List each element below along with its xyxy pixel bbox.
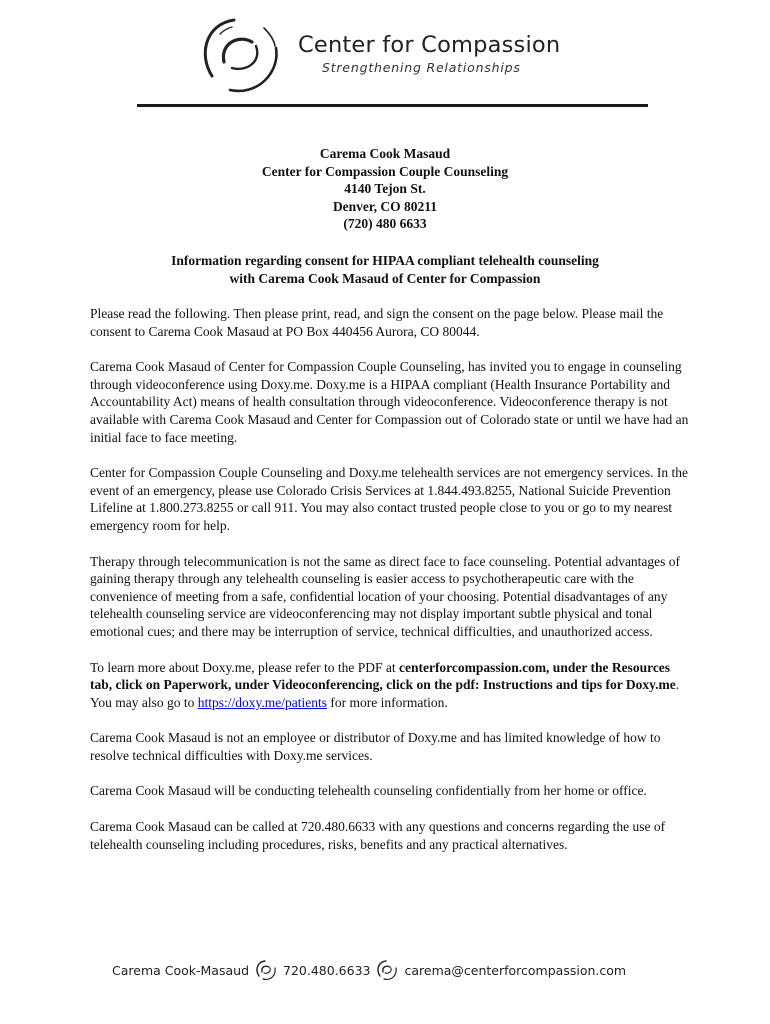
brand-name: Center for Compassion [298, 32, 561, 58]
doxy-patients-link[interactable]: https://doxy.me/patients [197, 694, 328, 710]
learn-more-text: To learn more about Doxy.me, please refer to the PDF at [90, 659, 399, 675]
city-state-zip: Denver, CO 80211 [332, 198, 438, 214]
paragraph-advantages: Therapy through telecommunication is not the same as direct face to face counseling. Potential advantages of gaining therapy through any telehealth counseling is easier access to psychotherapeutic care with the convenience of meeting from a safe, confidential location of your choosing. Potential disadvantages of any telehealth counseling service are videoconferencing may not display important subtle physical and tonal emotional cues; and there may be interruption of service, technical difficulties, and unauthorized access. [90, 553, 681, 639]
header-divider [137, 104, 648, 107]
address-block [0, 145, 770, 233]
circle-logo-icon [376, 959, 398, 981]
paragraph-not-employee: Carema Cook Masaud is not an employee or distributor of Doxy.me and has limited knowledge of how to resolve technical difficulties with Doxy.me services. [90, 730, 661, 763]
footer [112, 958, 672, 982]
organization-name: Center for Compassion Couple Counseling [261, 163, 509, 179]
footer-phone: 720.480.6633 [283, 962, 371, 978]
counselor-name: Carema Cook Masaud [319, 146, 451, 161]
learn-more-mid: . You may also go to [90, 677, 680, 710]
document-body [90, 305, 690, 871]
phone-number: (720) 480 6633 [343, 216, 427, 232]
circle-logo-icon [255, 959, 277, 981]
paragraph-contact: Carema Cook Masaud can be called at 720.480.6633 with any questions and concerns regarding the use of telehealth counseling including procedures, risks, benefits and any practical alternatives. [90, 819, 666, 852]
learn-more-path: centerforcompassion.com, under the Resources tab, click on Paperwork, under Videoconferencing, click on the pdf: Instructions and tips for Doxy.me [90, 659, 676, 693]
paragraph-learn-more [90, 659, 690, 712]
paragraph-emergency: Center for Compassion Couple Counseling and Doxy.me telehealth services are not emergency services. In the event of an emergency, please use Colorado Crisis Services at 1.844.493.8255, National Suicide Prevention Lifeline at 1.800.273.8255 or call 911. You may also contact trusted people close to you or go to my nearest emergency room for help. [90, 465, 688, 533]
paragraph-instructions: Please read the following. Then please print, read, and sign the consent on the page below. Please mail the consent to Carema Cook Masaud at PO Box 440456 Aurora, CO 80044. [90, 306, 664, 339]
circle-logo-icon [200, 14, 282, 96]
footer-name: Carema Cook-Masaud [112, 962, 249, 978]
street-address: 4140 Tejon St. [344, 181, 426, 197]
paragraph-confidential: Carema Cook Masaud will be conducting telehealth counseling confidentially from her home or office. [90, 783, 647, 799]
footer-email: carema@centerforcompassion.com [404, 962, 627, 978]
document-heading [0, 252, 770, 287]
heading-line-2: with Carema Cook Masaud of Center for Compassion [229, 270, 541, 286]
brand-tagline: Strengthening Relationships [322, 60, 521, 75]
paragraph-invitation: Carema Cook Masaud of Center for Compassion Couple Counseling, has invited you to engage in counseling through videoconference using Doxy.me. Doxy.me is a HIPAA compliant (Health Insurance Portability and Accountability Act) means of health consultation through videoconference. Videoconference therapy is not available with Carema Cook Masaud and Center for Compassion out of Colorado state or until we have had an initial face to face meeting. [90, 359, 689, 445]
learn-more-end: for more information. [327, 694, 448, 710]
heading-line-1: Information regarding consent for HIPAA compliant telehealth counseling [171, 253, 599, 268]
